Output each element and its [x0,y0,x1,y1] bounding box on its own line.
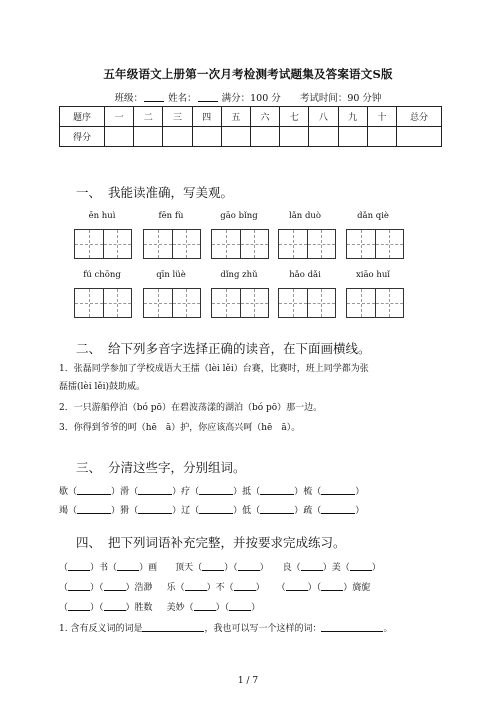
s4-row-2: （ ）（ ）浩渺 乐（ ）不（ ） （ ）（ ）旖旎 [59,583,371,593]
page-title: 五年级语文上册第一次月考检测考试题集及答案语文S版 [103,67,393,81]
section-4-heading: 四、 把下列词语补充完整，并按要求完成练习。 [76,535,346,550]
writing-box[interactable] [278,229,336,259]
answer-blank[interactable] [77,485,111,495]
header-cell: 总分 [397,107,442,127]
score-cell[interactable] [250,127,279,147]
s2-question-2: 2．一只游船停泊（bó pō）在碧波荡漾的湖泊（bó pō）那一边。 [59,403,323,413]
writing-box[interactable] [346,229,404,259]
pinyin-label: dǎn qiè [357,211,389,221]
header-cell: 六 [250,107,279,127]
header-cell: 十 [367,107,396,127]
header-cell: 二 [134,107,163,127]
score-table-header [60,107,442,127]
s4-row-1: （ ）书（ ）画 顶天（ ）（ ） 良（ ）美（ ） [59,563,381,573]
answer-blank[interactable] [321,622,383,632]
class-blank[interactable] [144,92,164,102]
score-cell[interactable] [163,127,192,147]
pinyin-label: lǎn duò [289,211,321,221]
score-cell[interactable] [367,127,396,147]
answer-blank[interactable] [138,485,172,495]
score-cell[interactable] [397,127,442,147]
header-cell: 七 [280,107,309,127]
answer-blank[interactable] [321,504,355,514]
s2-question-3: 3．你得到爷爷的呵（hē ā）护，你应该高兴呵（hē ā）。 [59,423,301,433]
row-label: 得分 [60,127,105,147]
writing-box[interactable] [74,229,132,259]
section-3-heading: 三、 分清这些字，分别组词。 [76,460,246,475]
s3-row-2: 竭（ ）猾（ ）辽（ ）低（ ）疏（ ） [59,506,365,516]
exam-info [0,90,496,104]
header-cell: 八 [309,107,338,127]
pinyin-label: dǐng zhǔ [220,270,258,280]
score-cell[interactable] [134,127,163,147]
header-cell: 四 [192,107,221,127]
writing-box[interactable] [211,288,269,318]
section-1-heading: 一、 我能读准确，写美观。 [76,185,234,200]
name-label: 姓名： [168,93,197,104]
score-cell[interactable] [338,127,367,147]
writing-box[interactable] [74,288,132,318]
writing-box[interactable] [143,229,201,259]
s4-question-1: 1. 含有反义词的词是 ，我也可以写一个这样的词： 。 [59,624,393,634]
name-blank[interactable] [198,92,218,102]
pinyin-label: qīn lüè [156,270,186,280]
answer-blank[interactable] [260,485,294,495]
page-number: 1 / 7 [237,676,259,686]
pinyin-label: ēn huì [88,211,116,221]
s2-question-1: 1．张磊同学参加了学校成语大王擂（lèi lěi）台赛，比赛时，班上同学都为张 [59,364,369,374]
answer-blank[interactable] [321,485,355,495]
answer-blank[interactable] [260,504,294,514]
answer-blank[interactable] [77,504,111,514]
score-cell[interactable] [280,127,309,147]
score-table [59,106,442,147]
s4-row-3: （ ）（ ）胜数 美妙（ ）（ ） [59,603,261,613]
score-cell[interactable] [105,127,134,147]
s3-row-1: 歇（ ）滑（ ）疗（ ）抵（ ）梳（ ） [59,487,365,497]
header-cell: 三 [163,107,192,127]
answer-blank[interactable] [199,504,233,514]
score-cell[interactable] [192,127,221,147]
section-2-heading: 二、 给下列多音字选择正确的读音，在下面画横线。 [76,341,371,356]
pinyin-label: xiāo huǐ [355,270,391,280]
full-score: 满分：100 分 [221,93,281,104]
writing-box[interactable] [211,229,269,259]
writing-box[interactable] [143,288,201,318]
class-label: 班级： [114,93,144,104]
pinyin-label: hǎo dǎi [289,270,321,280]
score-cell[interactable] [309,127,338,147]
header-cell: 题序 [60,107,105,127]
writing-box[interactable] [278,288,336,318]
exam-time: 考试时间：90 分钟 [299,93,382,104]
answer-blank[interactable] [199,485,233,495]
writing-box[interactable] [346,288,404,318]
header-cell: 一 [105,107,134,127]
s2-question-1-cont: 磊擂(lèi lěi)鼓助威。 [59,382,146,392]
header-cell: 五 [221,107,250,127]
score-table-row [60,127,442,147]
answer-blank[interactable] [138,504,172,514]
score-cell[interactable] [221,127,250,147]
pinyin-label: fú chōng [83,270,121,280]
pinyin-label: gāo bǐng [220,211,258,221]
answer-blank[interactable] [142,622,204,632]
header-cell: 九 [338,107,367,127]
pinyin-label: fēn fù [158,211,184,221]
